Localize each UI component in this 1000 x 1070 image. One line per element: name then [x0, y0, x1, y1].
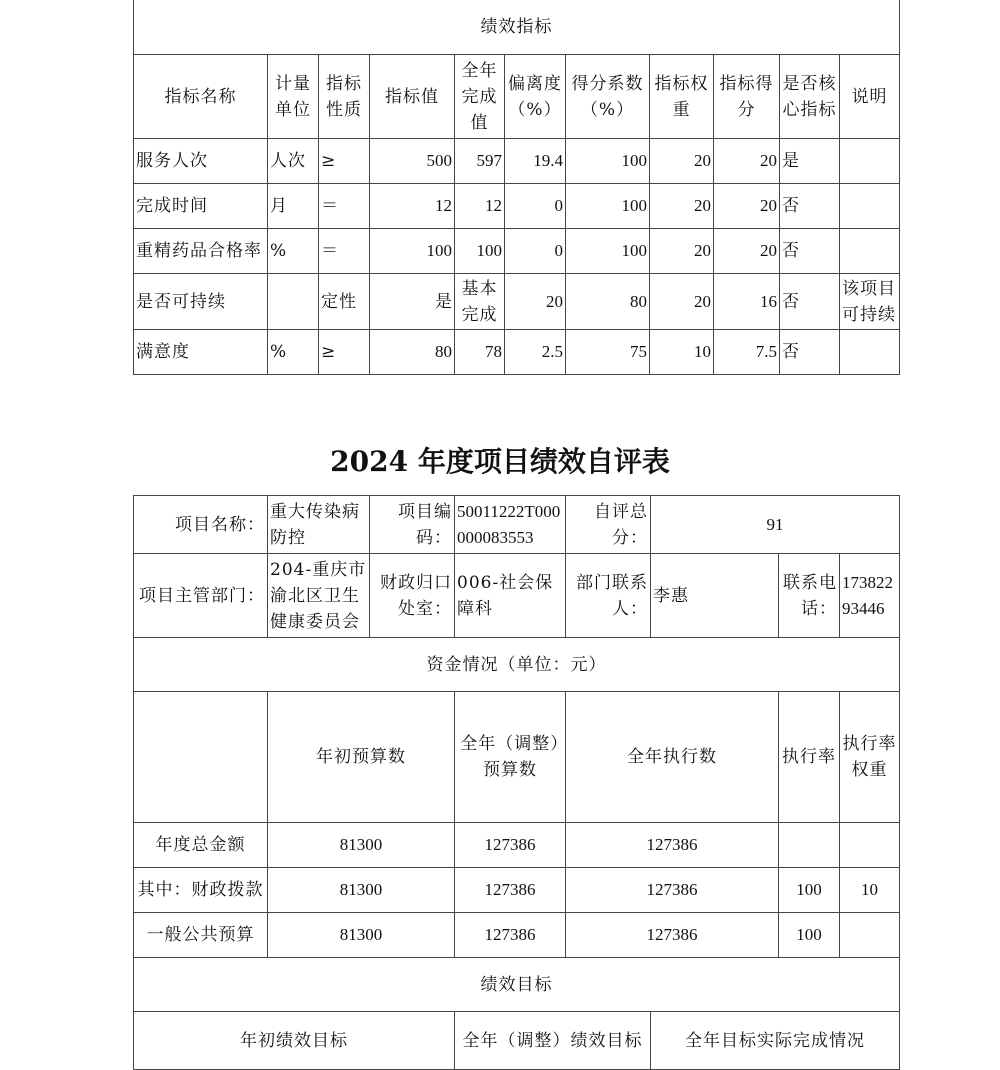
table-cell: 20 — [714, 184, 780, 229]
page-title: 2024 年度项目绩效自评表 — [330, 445, 670, 478]
section-title: 绩效指标 — [134, 0, 900, 55]
table-cell: 完成时间 — [134, 184, 268, 229]
goals-header-initial: 年初绩效目标 — [134, 1012, 455, 1070]
table-cell: % — [268, 330, 319, 375]
funds-header: 执行率权重 — [840, 692, 900, 823]
table-cell: 81300 — [268, 868, 455, 913]
dept-label: 项目主管部门： — [134, 554, 268, 638]
table-cell: % — [268, 229, 319, 274]
indicator-header: 全年完成值 — [455, 55, 505, 139]
performance-indicators-table — [133, 0, 900, 375]
table-cell: 81300 — [268, 823, 455, 868]
indicator-header: 计量单位 — [268, 55, 319, 139]
table-cell: 80 — [370, 330, 455, 375]
table-cell: 80 — [566, 274, 650, 330]
table-row — [134, 274, 900, 330]
indicator-header: 指标权重 — [650, 55, 714, 139]
table-cell: 20 — [650, 139, 714, 184]
table-cell: 20 — [650, 229, 714, 274]
indicator-header: 指标得分 — [714, 55, 780, 139]
table-cell: 20 — [650, 184, 714, 229]
table-cell: 100 — [566, 139, 650, 184]
table-cell: 100 — [566, 229, 650, 274]
table-cell: 19.4 — [505, 139, 566, 184]
table-cell — [840, 913, 900, 958]
funds-title: 资金情况（单位：元） — [134, 638, 900, 692]
table-cell: 78 — [455, 330, 505, 375]
indicator-header: 是否核心指标 — [780, 55, 840, 139]
table-cell: 该项目可持续 — [840, 274, 900, 330]
table-cell: 月 — [268, 184, 319, 229]
phone-label: 联系电话： — [779, 554, 840, 638]
table-cell: 一般公共预算 — [134, 913, 268, 958]
project-name-label: 项目名称： — [134, 496, 268, 554]
table-cell — [779, 823, 840, 868]
table-cell: 16 — [714, 274, 780, 330]
table-cell: 127386 — [566, 823, 779, 868]
table-cell — [840, 139, 900, 184]
table-cell: 是 — [370, 274, 455, 330]
table-cell: 127386 — [455, 868, 566, 913]
table-cell: 12 — [370, 184, 455, 229]
funds-header-empty — [134, 692, 268, 823]
project-code: 50011222T000000083553 — [455, 496, 566, 554]
funds-header: 年初预算数 — [268, 692, 455, 823]
table-cell: 127386 — [566, 868, 779, 913]
table-cell: 100 — [566, 184, 650, 229]
table-cell: 重精药品合格率 — [134, 229, 268, 274]
contact-value: 李惠 — [651, 554, 779, 638]
table-cell — [840, 823, 900, 868]
indicator-header: 得分系数（%） — [566, 55, 650, 139]
table-cell: 12 — [455, 184, 505, 229]
table-cell: 定性 — [319, 274, 370, 330]
table-cell: 81300 — [268, 913, 455, 958]
score-label: 自评总分： — [566, 496, 651, 554]
self-evaluation-table — [133, 495, 900, 1070]
finance-value: 006-社会保障科 — [455, 554, 566, 638]
table-cell: 127386 — [455, 913, 566, 958]
table-cell: 0 — [505, 229, 566, 274]
table-cell: 0 — [505, 184, 566, 229]
table-cell: 7.5 — [714, 330, 780, 375]
project-name: 重大传染病防控 — [268, 496, 370, 554]
table-cell: 是 — [780, 139, 840, 184]
table-cell — [840, 330, 900, 375]
score-value: 91 — [651, 496, 900, 554]
table-cell: 否 — [780, 330, 840, 375]
indicator-header: 指标性质 — [319, 55, 370, 139]
contact-label: 部门联系人： — [566, 554, 651, 638]
table-cell: 20 — [714, 139, 780, 184]
table-cell: 是否可持续 — [134, 274, 268, 330]
indicator-header: 指标名称 — [134, 55, 268, 139]
table-cell: 75 — [566, 330, 650, 375]
finance-label: 财政归口处室： — [370, 554, 455, 638]
table-cell: 500 — [370, 139, 455, 184]
table-cell: 127386 — [566, 913, 779, 958]
table-cell — [268, 274, 319, 330]
table-cell: ≥ — [319, 139, 370, 184]
table-cell: 100 — [779, 868, 840, 913]
table-cell: 20 — [714, 229, 780, 274]
table-cell: 20 — [650, 274, 714, 330]
table-row — [134, 139, 900, 184]
table-cell: ＝ — [319, 184, 370, 229]
table-cell: 人次 — [268, 139, 319, 184]
indicator-header: 偏离度（%） — [505, 55, 566, 139]
table-cell — [840, 229, 900, 274]
table-cell: 100 — [455, 229, 505, 274]
goals-header-adjusted: 全年（调整）绩效目标 — [455, 1012, 651, 1070]
dept-value: 204-重庆市渝北区卫生健康委员会 — [268, 554, 370, 638]
table-cell: 100 — [370, 229, 455, 274]
table-row — [134, 823, 900, 868]
phone-value: 17382293446 — [840, 554, 900, 638]
table-row — [134, 868, 900, 913]
indicator-header: 指标值 — [370, 55, 455, 139]
table-cell: 否 — [780, 229, 840, 274]
table-row — [134, 330, 900, 375]
table-cell: 否 — [780, 184, 840, 229]
table-cell: ＝ — [319, 229, 370, 274]
table-cell: 否 — [780, 274, 840, 330]
table-row — [134, 229, 900, 274]
table-cell: 597 — [455, 139, 505, 184]
project-code-label: 项目编码： — [370, 496, 455, 554]
table-cell — [840, 184, 900, 229]
table-cell: 127386 — [455, 823, 566, 868]
table-cell: 2.5 — [505, 330, 566, 375]
table-cell: 其中：财政拨款 — [134, 868, 268, 913]
funds-header: 执行率 — [779, 692, 840, 823]
table-cell: 服务人次 — [134, 139, 268, 184]
table-cell: 10 — [840, 868, 900, 913]
table-cell: 年度总金额 — [134, 823, 268, 868]
table-cell: 10 — [650, 330, 714, 375]
table-cell: 20 — [505, 274, 566, 330]
funds-header: 全年（调整）预算数 — [455, 692, 566, 823]
goals-header-actual: 全年目标实际完成情况 — [651, 1012, 900, 1070]
table-cell: 满意度 — [134, 330, 268, 375]
funds-header: 全年执行数 — [566, 692, 779, 823]
goals-title: 绩效目标 — [134, 958, 900, 1012]
table-cell: 基本完成 — [455, 274, 505, 330]
indicator-header: 说明 — [840, 55, 900, 139]
table-row — [134, 913, 900, 958]
table-row — [134, 184, 900, 229]
table-cell: ≥ — [319, 330, 370, 375]
table-cell: 100 — [779, 913, 840, 958]
